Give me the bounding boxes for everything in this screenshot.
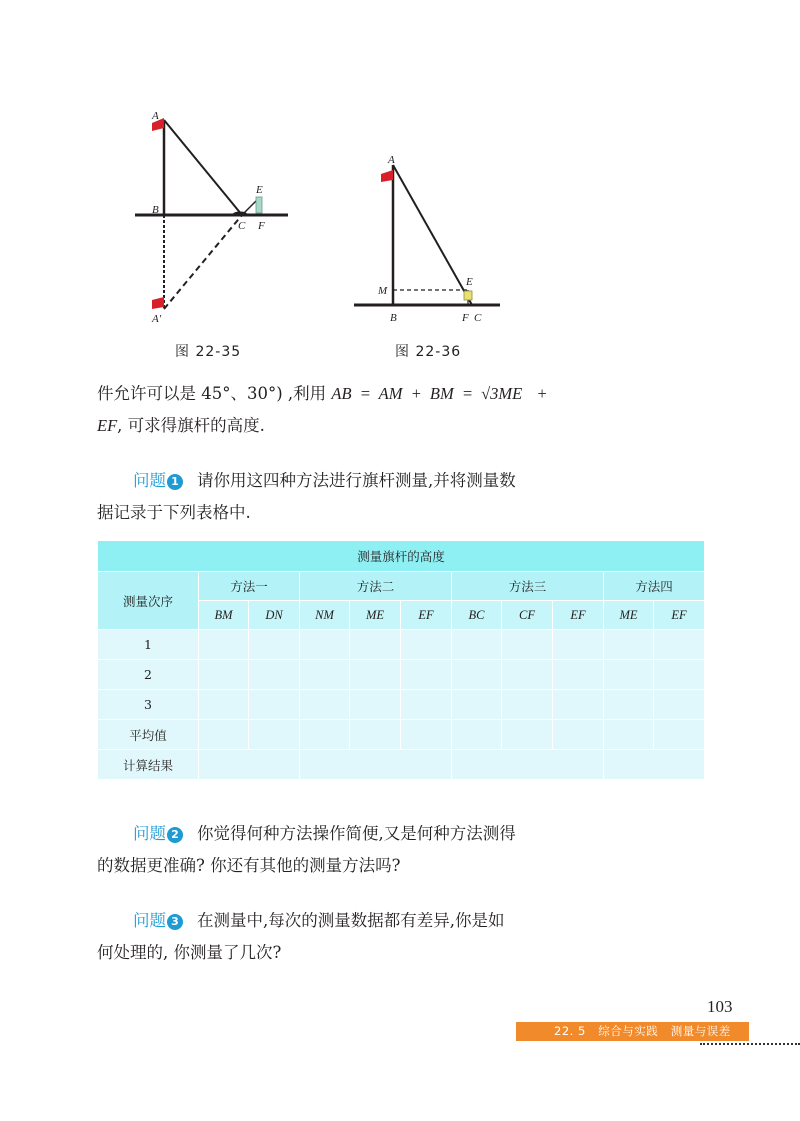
- table-cell[interactable]: [249, 690, 300, 720]
- flag-icon: [381, 170, 393, 182]
- table-cell[interactable]: [401, 630, 452, 660]
- table-cell[interactable]: [350, 630, 401, 660]
- question-text: 在测量中,每次的测量数据都有差异,你是如: [197, 911, 505, 930]
- flag-reflection-icon: [152, 297, 164, 309]
- formula-ef: EF: [97, 416, 118, 435]
- col-header-ef: EF: [654, 601, 705, 630]
- table-title: 测量旗杆的高度: [98, 541, 705, 572]
- number-circle-icon: 3: [167, 914, 183, 930]
- figure-22-36-caption: 图 22-36: [395, 344, 462, 360]
- row-label: 2: [98, 660, 199, 690]
- row-label: 3: [98, 690, 199, 720]
- sight-line-ac: [164, 120, 242, 215]
- question-3-line-1: [133, 905, 563, 937]
- table-cell[interactable]: [654, 720, 705, 750]
- question-3-line-2: 何处理的, 你测量了几次?: [97, 943, 282, 962]
- table-cell[interactable]: [300, 660, 350, 690]
- table-cell[interactable]: [199, 630, 249, 660]
- text-result: , 可求得旗杆的高度.: [117, 416, 265, 435]
- table-cell[interactable]: [350, 720, 401, 750]
- question-label: 问题: [133, 911, 166, 930]
- label-C: C: [474, 312, 482, 324]
- continuation-paragraph: [97, 378, 567, 442]
- col-header-nm: NM: [300, 601, 350, 630]
- table-cell[interactable]: [553, 720, 604, 750]
- table-cell[interactable]: [654, 690, 705, 720]
- table-cell[interactable]: [249, 720, 300, 750]
- table-cell[interactable]: [300, 750, 452, 780]
- paragraph-line-1: [97, 378, 567, 410]
- question-text: 你觉得何种方法操作简便,又是何种方法测得: [197, 824, 516, 843]
- row-label: 平均值: [98, 720, 199, 750]
- table-cell[interactable]: [502, 720, 553, 750]
- table-cell[interactable]: [553, 630, 604, 660]
- question-label: 问题: [133, 471, 166, 490]
- table-cell[interactable]: [604, 660, 654, 690]
- table-cell[interactable]: [350, 660, 401, 690]
- table-cell[interactable]: [604, 750, 705, 780]
- col-header-ef: EF: [401, 601, 452, 630]
- table-cell[interactable]: [401, 690, 452, 720]
- table-cell[interactable]: [199, 720, 249, 750]
- table-cell[interactable]: [249, 660, 300, 690]
- observer-icon: [256, 197, 262, 213]
- table-cell[interactable]: [199, 660, 249, 690]
- question-2: [133, 818, 563, 850]
- method-4-header: 方法四: [604, 572, 705, 601]
- figure-22-36: [350, 150, 510, 330]
- question-1: [133, 465, 563, 497]
- sight-line-reflected: [164, 215, 242, 309]
- formula-sqrt3: √3: [481, 384, 499, 403]
- table-cell[interactable]: [604, 690, 654, 720]
- table-cell[interactable]: [452, 720, 502, 750]
- table-row: [98, 750, 705, 780]
- label-A: A: [388, 154, 395, 166]
- label-M: M: [378, 285, 388, 297]
- table-cell[interactable]: [300, 720, 350, 750]
- label-A: A: [152, 110, 159, 122]
- number-circle-icon: 2: [167, 827, 183, 843]
- col-header-bm: BM: [199, 601, 249, 630]
- label-B: B: [390, 312, 397, 324]
- table-cell[interactable]: [502, 690, 553, 720]
- col-header-bc: BC: [452, 601, 502, 630]
- table-cell[interactable]: [502, 630, 553, 660]
- table-cell[interactable]: [350, 690, 401, 720]
- text-condition: 件允许可以是 45°、30°) ,利用: [97, 384, 332, 403]
- table-cell[interactable]: [604, 720, 654, 750]
- method-3-header: 方法三: [452, 572, 604, 601]
- table-row: [98, 660, 705, 690]
- label-F: F: [462, 312, 469, 324]
- table-cell[interactable]: [502, 660, 553, 690]
- formula-me-plus: ME +: [498, 384, 548, 403]
- method-2-header: 方法二: [300, 572, 452, 601]
- table-cell[interactable]: [553, 660, 604, 690]
- table-cell[interactable]: [401, 660, 452, 690]
- col-header-cf: CF: [502, 601, 553, 630]
- method-1-header: 方法一: [199, 572, 300, 601]
- table-cell[interactable]: [199, 750, 300, 780]
- table-cell[interactable]: [452, 690, 502, 720]
- figure-22-35: [130, 105, 300, 330]
- row-label: 计算结果: [98, 750, 199, 780]
- col-header-me: ME: [350, 601, 401, 630]
- question-2-line-2: 的数据更准确? 你还有其他的测量方法吗?: [97, 856, 401, 875]
- table-cell[interactable]: [300, 690, 350, 720]
- table-cell[interactable]: [300, 630, 350, 660]
- question-2-line-1: [133, 818, 563, 850]
- table-row: [98, 690, 705, 720]
- label-B: B: [152, 204, 159, 216]
- row-label: 1: [98, 630, 199, 660]
- col-header-me: ME: [604, 601, 654, 630]
- question-1-line-2: 据记录于下列表格中.: [97, 503, 251, 522]
- table-cell[interactable]: [604, 630, 654, 660]
- sight-line-ae: [393, 165, 472, 305]
- label-F: F: [258, 220, 265, 232]
- table-cell[interactable]: [401, 720, 452, 750]
- instrument-icon: [464, 291, 472, 300]
- row-header: 测量次序: [98, 572, 199, 630]
- question-text: 请你用这四种方法进行旗杆测量,并将测量数: [197, 471, 516, 490]
- label-C: C: [238, 220, 246, 232]
- figure-22-35-caption: 图 22-35: [175, 344, 242, 360]
- col-header-dn: DN: [249, 601, 300, 630]
- label-A-prime: A′: [152, 313, 162, 325]
- table-cell[interactable]: [249, 630, 300, 660]
- table-row: [98, 720, 705, 750]
- paragraph-line-2: [97, 410, 567, 442]
- table-cell[interactable]: [452, 750, 604, 780]
- label-E: E: [256, 184, 263, 196]
- chapter-banner: 22. 5 综合与实践 测量与误差: [516, 1022, 749, 1041]
- table-cell[interactable]: [452, 660, 502, 690]
- question-label: 问题: [133, 824, 166, 843]
- table-cell[interactable]: [654, 630, 705, 660]
- table-row: [98, 630, 705, 660]
- page-number: 103: [707, 997, 733, 1016]
- formula-ab: AB = AM + BM =: [331, 384, 482, 403]
- table-cell[interactable]: [654, 660, 705, 690]
- table-cell[interactable]: [452, 630, 502, 660]
- table-cell[interactable]: [199, 690, 249, 720]
- col-header-ef: EF: [553, 601, 604, 630]
- dotted-divider: [700, 1043, 800, 1045]
- mirror-icon: [233, 212, 247, 217]
- question-3: [133, 905, 563, 937]
- label-E: E: [466, 276, 473, 288]
- table-cell[interactable]: [553, 690, 604, 720]
- number-circle-icon: 1: [167, 474, 183, 490]
- question-1-line-1: [133, 465, 563, 497]
- measurement-table: [97, 540, 705, 780]
